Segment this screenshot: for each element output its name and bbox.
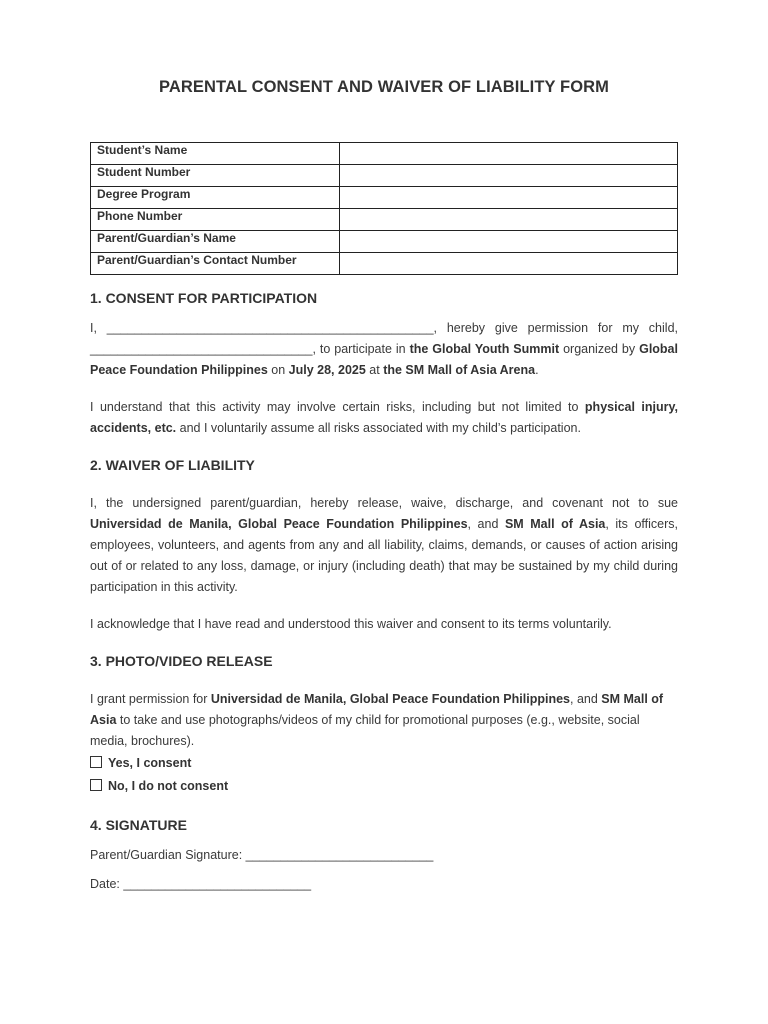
photo-release-paragraph bbox=[90, 689, 678, 752]
guardian-name-field[interactable] bbox=[340, 231, 678, 253]
section3-heading: 3. PHOTO/VIDEO RELEASE bbox=[90, 653, 273, 669]
student-name-field[interactable] bbox=[340, 143, 678, 165]
phone-number-label: Phone Number bbox=[91, 209, 340, 231]
event-date: July 28, 2025 bbox=[288, 363, 366, 377]
consent-text-6: . bbox=[535, 363, 539, 377]
student-number-field[interactable] bbox=[340, 165, 678, 187]
child-name-blank[interactable]: ________________________________ bbox=[90, 342, 313, 356]
guardian-contact-field[interactable] bbox=[340, 253, 678, 275]
student-info-table bbox=[90, 142, 678, 275]
section2-heading: 2. WAIVER OF LIABILITY bbox=[90, 457, 255, 473]
table-row bbox=[91, 187, 678, 209]
table-row bbox=[91, 253, 678, 275]
date-line[interactable]: Date: ___________________________ bbox=[90, 877, 312, 891]
consent-yes-option[interactable] bbox=[90, 756, 191, 770]
photo-text-1: I grant permission for bbox=[90, 692, 211, 706]
guardian-name-label: Parent/Guardian’s Name bbox=[91, 231, 340, 253]
photo-parties-2: SM Mall of Asia bbox=[90, 692, 664, 727]
section1-heading: 1. CONSENT FOR PARTICIPATION bbox=[90, 290, 318, 306]
checkbox-icon[interactable] bbox=[90, 756, 102, 768]
waiver-text-1: I, the undersigned parent/guardian, hereby release, waive, discharge, and covenant not to sue bbox=[90, 496, 678, 510]
event-venue: the SM Mall of Asia Arena bbox=[383, 363, 536, 377]
consent-paragraph bbox=[90, 318, 678, 381]
consent-yes-label: Yes, I consent bbox=[108, 756, 192, 770]
degree-program-field[interactable] bbox=[340, 187, 678, 209]
section4-heading: 4. SIGNATURE bbox=[90, 817, 187, 833]
student-number-label: Student Number bbox=[91, 165, 340, 187]
phone-number-field[interactable] bbox=[340, 209, 678, 231]
guardian-contact-label: Parent/Guardian’s Contact Number bbox=[91, 253, 340, 275]
student-name-label: Student’s Name bbox=[91, 143, 340, 165]
table-row bbox=[91, 143, 678, 165]
consent-text-5: at bbox=[365, 363, 384, 377]
guardian-name-blank[interactable]: _______________________________________________ bbox=[106, 321, 434, 335]
risk-text-1: I understand that this activity may involve certain risks, including but not limited to bbox=[90, 400, 585, 414]
table-row bbox=[91, 231, 678, 253]
photo-text-3: to take and use photographs/videos of my child for promotional purposes (e.g., website, social media, brochures). bbox=[90, 713, 640, 748]
checkbox-icon[interactable] bbox=[90, 779, 102, 791]
waiver-paragraph bbox=[90, 493, 678, 598]
consent-text-4: on bbox=[267, 363, 289, 377]
organizer-name: Global Peace Foundation Philippines bbox=[90, 342, 678, 377]
form-title: PARENTAL CONSENT AND WAIVER OF LIABILITY FORM bbox=[159, 78, 609, 96]
signature-line[interactable]: Parent/Guardian Signature: ___________________________ bbox=[90, 848, 434, 862]
risk-list: physical injury, accidents, etc. bbox=[90, 400, 678, 435]
consent-no-label: No, I do not consent bbox=[108, 779, 229, 793]
risk-text-2: and I voluntarily assume all risks associated with my child’s participation. bbox=[176, 421, 581, 435]
photo-text-2: , and bbox=[570, 692, 602, 706]
consent-text-1: , hereby give permission for my child, bbox=[433, 321, 678, 335]
degree-program-label: Degree Program bbox=[91, 187, 340, 209]
consent-i-prefix: I, bbox=[90, 321, 107, 335]
acknowledge-paragraph: I acknowledge that I have read and understood this waiver and consent to its terms voluntarily. bbox=[90, 617, 612, 631]
waiver-parties-2: SM Mall of Asia bbox=[504, 517, 606, 531]
risk-paragraph bbox=[90, 397, 678, 439]
waiver-text-3: , its officers, employees, volunteers, and agents from any and all liability, claims, demands, or causes of action arising out of or related to any loss, damage, or injury (including death) that may be sustained by my child during participation in this activity. bbox=[90, 517, 678, 594]
consent-no-option[interactable] bbox=[90, 779, 228, 793]
table-row bbox=[91, 165, 678, 187]
waiver-text-2: , and bbox=[467, 517, 505, 531]
waiver-parties-1: Universidad de Manila, Global Peace Foundation Philippines bbox=[90, 517, 468, 531]
consent-text-2: , to participate in bbox=[312, 342, 410, 356]
table-row bbox=[91, 209, 678, 231]
photo-parties-1: Universidad de Manila, Global Peace Foundation Philippines bbox=[210, 692, 570, 706]
event-name: the Global Youth Summit bbox=[409, 342, 560, 356]
consent-text-3: organized by bbox=[559, 342, 640, 356]
